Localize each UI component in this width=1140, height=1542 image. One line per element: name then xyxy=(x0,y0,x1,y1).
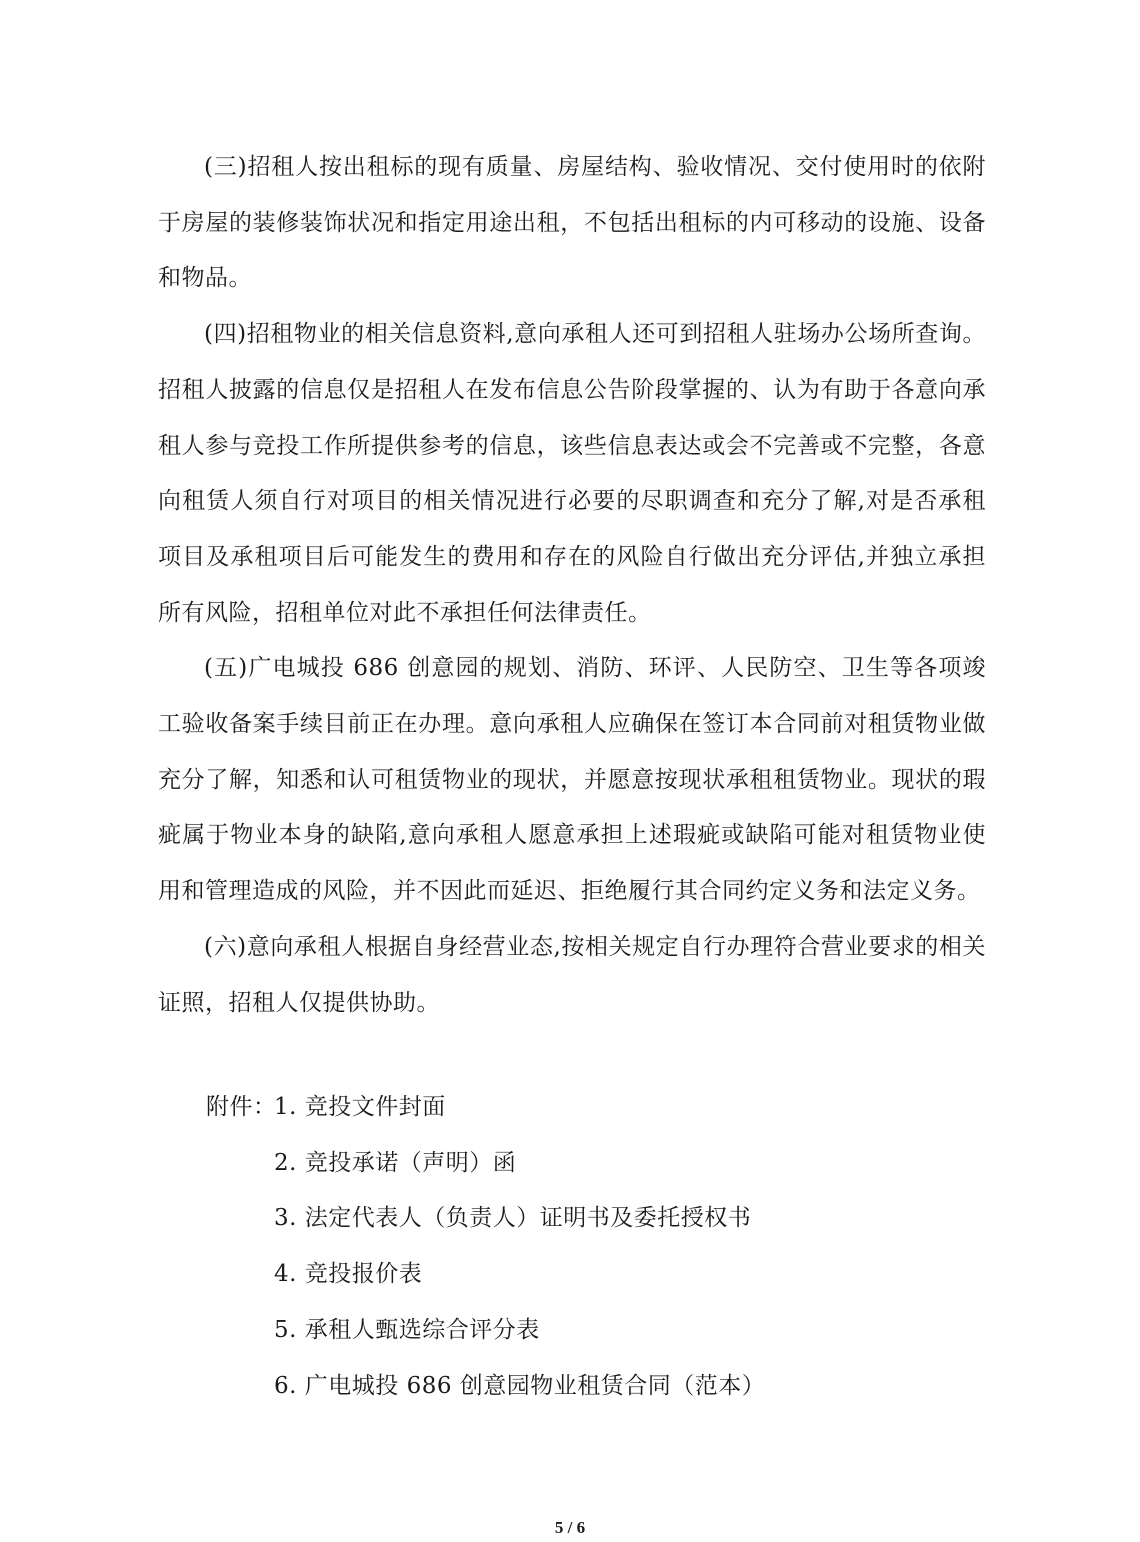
attachments-label: 附件： xyxy=(206,1094,277,1120)
attachment-item-5: 5. 承租人甄选综合评分表 xyxy=(274,1316,540,1343)
paragraph-6: (六)意向承租人根据自身经营业态,按相关规定自行办理符合营业要求的相关证照，招租人仅提供协助。 xyxy=(158,933,986,1016)
attachment-item-6: 6. 广电城投 686 创意园物业租赁合同（范本） xyxy=(274,1372,766,1399)
paragraph-5: (五)广电城投 686 创意园的规划、消防、环评、人民防空、卫生等各项竣工验收备案手续目前正在办理。意向承租人应确保在签订本合同前对租赁物业做充分了解，知悉和认可租赁物业的现状，并愿意按现状承租租赁物业。现状的瑕疵属于物业本身的缺陷,意向承租人愿意承担上述瑕疵或缺陷可能对租赁物业使用和管理造成的风险，并不因此而延迟、拒绝履行其合同约定义务和法定义务。 xyxy=(158,655,986,905)
paragraph-3: (三)招租人按出租标的现有质量、房屋结构、验收情况、交付使用时的依附于房屋的装修装饰状况和指定用途出租，不包括出租标的内可移动的设施、设备和物品。 xyxy=(158,154,986,292)
attachment-item-4: 4. 竞投报价表 xyxy=(274,1261,423,1288)
page-number: 5 / 6 xyxy=(554,1518,586,1537)
attachments-block xyxy=(206,1080,966,1414)
attachment-item-3: 3. 法定代表人（负责人）证明书及委托授权书 xyxy=(274,1205,752,1232)
attachment-item-2: 2. 竞投承诺（声明）函 xyxy=(274,1149,517,1176)
attachments-list xyxy=(274,1080,765,1414)
attachments-section xyxy=(206,1080,966,1414)
body-text xyxy=(158,140,986,1031)
paragraph-4: (四)招租物业的相关信息资料,意向承租人还可到招租人驻场办公场所查询。招租人披露的信息仅是招租人在发布信息公告阶段掌握的、认为有助于各意向承租人参与竞投工作所提供参考的信息，该些信息表达或会不完善或不完整，各意向租赁人须自行对项目的相关情况进行必要的尽职调查和充分了解,对是否承租项目及承租项目后可能发生的费用和存在的风险自行做出充分评估,并独立承担所有风险，招租单位对此不承担任何法律责任。 xyxy=(158,321,986,626)
attachment-item-1: 1. 竞投文件封面 xyxy=(274,1094,446,1120)
